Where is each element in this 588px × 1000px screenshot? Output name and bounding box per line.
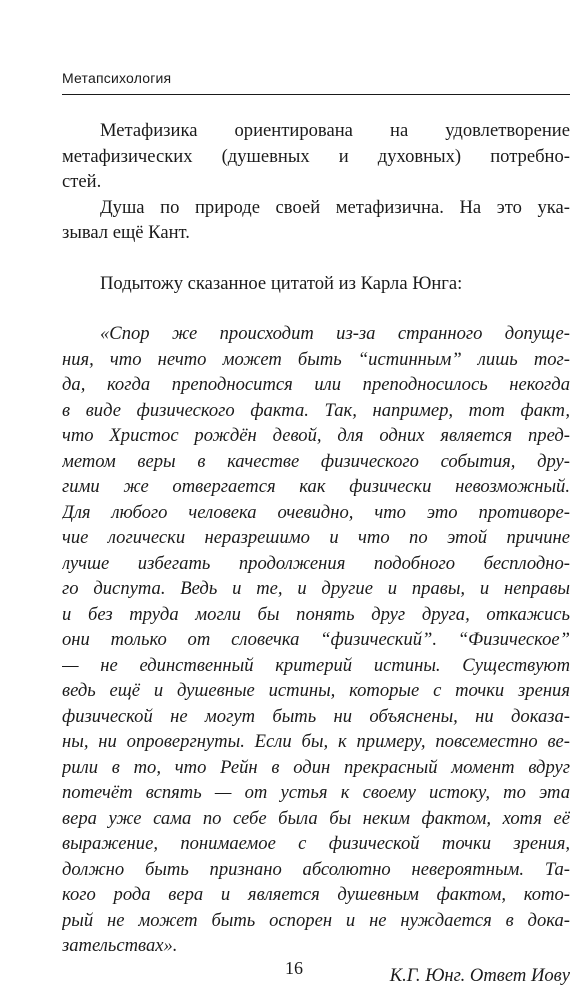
text-line: метафизических (душевных и духовных) потребно- xyxy=(62,145,570,167)
quote-line: они только от словечка “физический”. “Физическое” xyxy=(62,629,570,650)
quote-line: вера уже сама по себе была бы неким фактом, хотя её xyxy=(62,807,570,829)
quote-line: ведь ещё и душевные истины, которые с точки зрения xyxy=(62,680,570,701)
quote-line: и без труда могли бы понять друг друга, откажись xyxy=(62,603,570,625)
quote-line: должно быть признано абсолютно невероятным. Та- xyxy=(62,858,570,880)
text-line: зывал ещё Кант. xyxy=(62,222,190,243)
paragraph-gap xyxy=(62,246,570,271)
text-line: стей. xyxy=(62,171,102,192)
quote-line: гими же отвергается как физически невозможный. xyxy=(62,476,570,497)
jung-quote xyxy=(62,321,570,989)
quote-line: ны, ни опровергнуты. Если бы, к примеру, повсеместно ве- xyxy=(62,731,570,752)
quote-line: в виде физического факта. Так, например, тот факт, xyxy=(62,399,570,421)
text-line: Метафизика ориентирована на удовлетворение xyxy=(100,120,570,141)
quote-line: физической не могут быть ни объяснены, ни доказа- xyxy=(62,705,570,727)
quote-line: лучше избегать продолжения подобного бесплодно- xyxy=(62,552,570,574)
quote-line: кого рода вера и является душевным фактом, кото- xyxy=(62,884,570,905)
paragraph-2 xyxy=(62,195,570,246)
paragraph-1 xyxy=(62,118,570,195)
quote-line: «Спор же происходит из-за странного допуще- xyxy=(100,323,570,344)
quote-line: — не единственный критерий истины. Существуют xyxy=(62,654,570,676)
quote-attribution: К.Г. Юнг. Ответ Иову xyxy=(389,964,570,986)
quote-line: потечёт вспять — от устья к своему истоку, то эта xyxy=(62,782,570,803)
quote-line: рый не может быть оспорен и не нуждается в дока- xyxy=(62,909,570,931)
quote-line: что Христос рождён девой, для одних является пред- xyxy=(62,425,570,446)
quote-line: ния, что нечто может быть “истинным” лишь тог- xyxy=(62,348,570,370)
page-number: 16 xyxy=(285,958,303,978)
quote-line: го диспута. Ведь и те, и другие и правы, и неправы xyxy=(62,578,570,599)
quote-line: да, когда преподносится или преподносилось некогда xyxy=(62,374,570,395)
paragraph-3 xyxy=(62,271,570,297)
quote-line: зательствах». xyxy=(62,935,178,956)
text-line: Душа по природе своей метафизична. На это ука- xyxy=(100,196,570,218)
text-line: Подытожу сказанное цитатой из Карла Юнга: xyxy=(100,272,463,294)
quote-line: рили в то, что Рейн в один прекрасный момент вдруг xyxy=(62,756,570,778)
body-text xyxy=(62,118,570,989)
quote-line: метом веры в качестве физического события, дру- xyxy=(62,450,570,472)
paragraph-gap xyxy=(62,296,570,321)
quote-line: чие логически неразрешимо и что по этой причине xyxy=(62,527,570,548)
quote-line: Для любого человека очевидно, что это противоре- xyxy=(62,501,570,523)
header-rule xyxy=(62,94,570,95)
running-title: Метапсихология xyxy=(62,70,172,86)
quote-line: выражение, понимаемое с физической точки зрения, xyxy=(62,833,570,854)
